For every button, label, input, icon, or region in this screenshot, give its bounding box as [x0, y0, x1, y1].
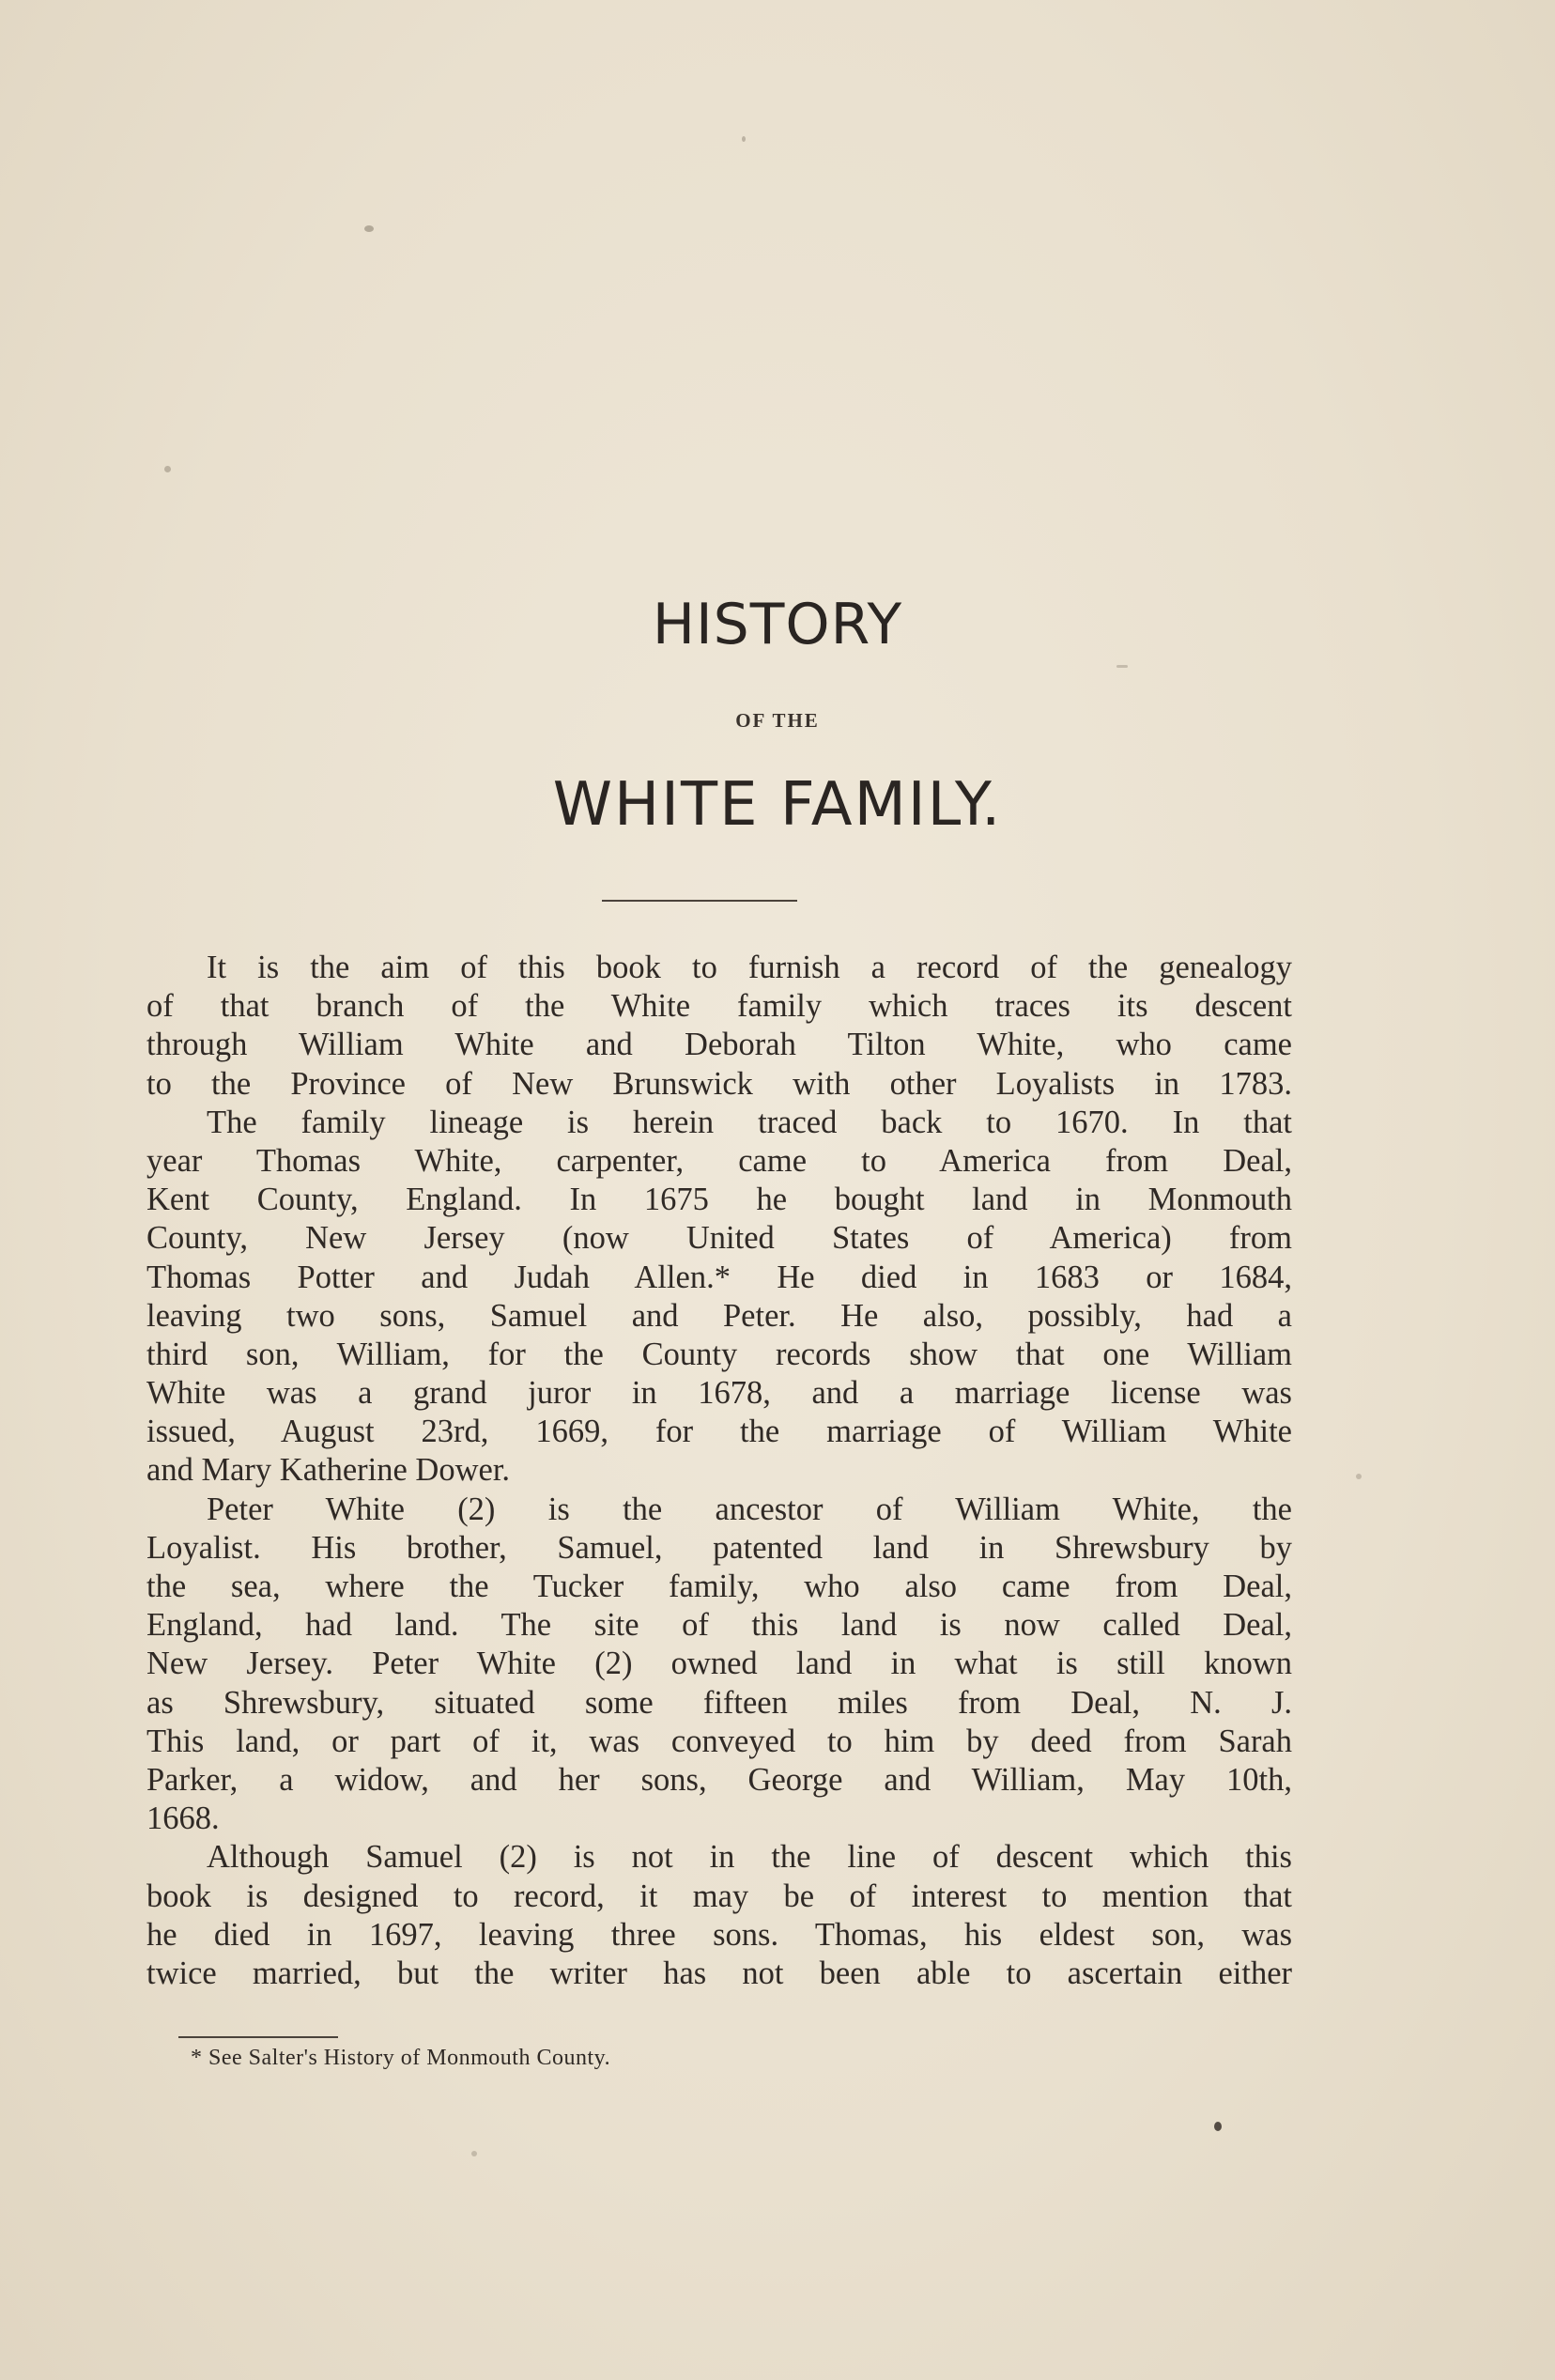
text-line: New Jersey. Peter White (2) owned land in what is still known [146, 1646, 1292, 1682]
text-line: book is designed to record, it may be of interest to mention that [146, 1878, 1292, 1914]
text-line: Thomas Potter and Judah Allen.* He died in 1683 or 1684, [146, 1259, 1292, 1295]
body-text [146, 949, 1292, 1993]
text-line: 1668. [146, 1800, 220, 1837]
text-line: leaving two sons, Samuel and Peter. He also, possibly, had a [146, 1297, 1292, 1334]
title-of-the: OF THE [735, 709, 820, 732]
text-line: Although Samuel (2) is not in the line of descent which this [207, 1839, 1292, 1876]
text-line: twice married, but the writer has not been able to ascertain either [146, 1955, 1292, 1991]
paper-speck [471, 2151, 477, 2156]
text-line: The family lineage is herein traced back to 1670. In that [207, 1104, 1292, 1140]
title-history: HISTORY [652, 592, 903, 657]
title-white-family: WHITE FAMILY. [552, 770, 1003, 840]
text-line: Kent County, England. In 1675 he bought land in Monmouth [146, 1182, 1292, 1218]
text-line: County, New Jersey (now United States of America) from [146, 1220, 1292, 1257]
text-line: It is the aim of this book to furnish a record of the genealogy [207, 950, 1292, 985]
text-line: year Thomas White, carpenter, came to America from Deal, [146, 1142, 1292, 1179]
text-line: third son, William, for the County records show that one William [146, 1336, 1292, 1372]
text-line: through William White and Deborah Tilton White, who came [146, 1027, 1292, 1063]
text-line: Peter White (2) is the ancestor of William White, the [207, 1491, 1292, 1527]
footnote-divider [178, 2036, 338, 2038]
text-line: Loyalist. His brother, Samuel, patented land in Shrewsbury by [146, 1529, 1292, 1566]
text-line: of that branch of the White family which traces its descent [146, 988, 1292, 1025]
paper-speck [742, 136, 746, 142]
paper-speck [164, 466, 171, 472]
paper-speck [1214, 2122, 1222, 2131]
text-line: the sea, where the Tucker family, who also came from Deal, [146, 1569, 1292, 1604]
text-line: to the Province of New Brunswick with other Loyalists in 1783. [146, 1065, 1292, 1102]
paper-speck [1116, 665, 1128, 668]
text-line: England, had land. The site of this land is now called Deal, [146, 1607, 1292, 1644]
text-line: and Mary Katherine Dower. [146, 1452, 511, 1489]
text-line: White was a grand juror in 1678, and a marriage license was [146, 1375, 1292, 1412]
text-line: This land, or part of it, was conveyed to him by deed from Sarah [146, 1723, 1292, 1759]
text-line: Parker, a widow, and her sons, George and William, May 10th, [146, 1761, 1292, 1798]
paper-speck [1356, 1474, 1362, 1479]
paper-speck [364, 225, 374, 232]
text-line: as Shrewsbury, situated some fifteen miles from Deal, N. J. [146, 1684, 1292, 1721]
text-line: he died in 1697, leaving three sons. Thomas, his eldest son, was [146, 1916, 1292, 1953]
title-divider [602, 900, 797, 902]
footnote: * See Salter's History of Monmouth County. [191, 2046, 611, 2070]
text-line: issued, August 23rd, 1669, for the marriage of William White [146, 1414, 1292, 1450]
